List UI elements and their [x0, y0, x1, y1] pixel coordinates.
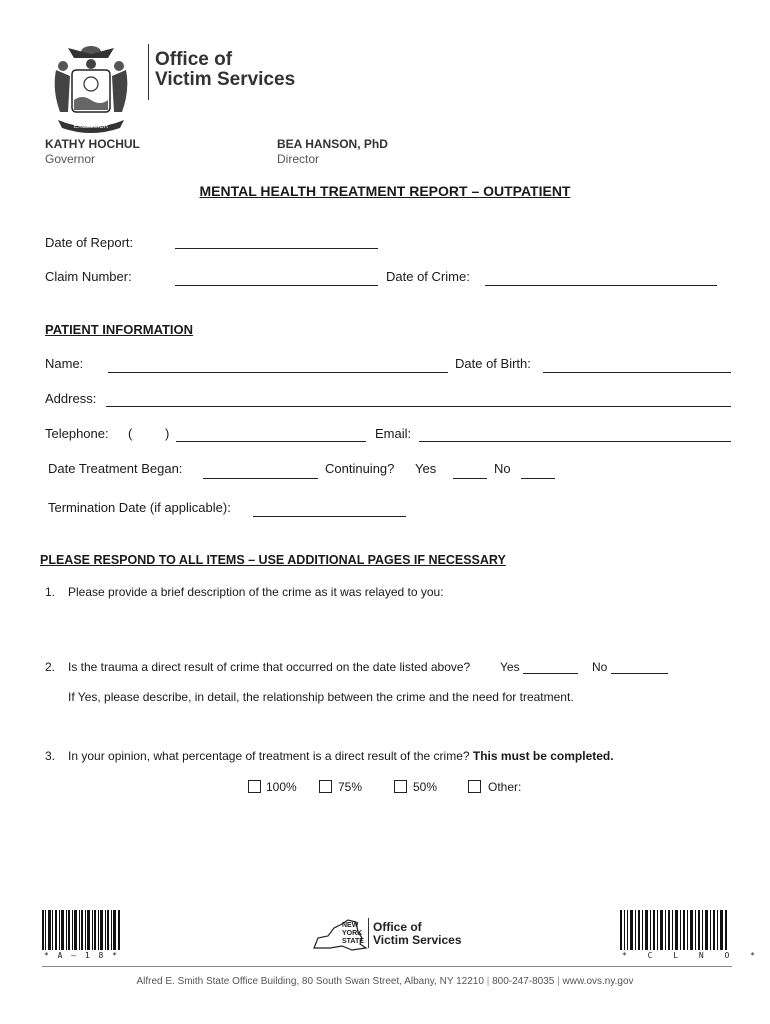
footer-logo-victim-services: Victim Services — [373, 933, 462, 947]
barcode-right-text: * C L N O * — [622, 951, 763, 960]
continuing-yes-label: Yes — [415, 461, 437, 476]
option-100-label: 100% — [266, 780, 297, 794]
patient-info-heading: PATIENT INFORMATION — [45, 322, 194, 337]
area-code-open-paren: ( — [128, 426, 133, 441]
q1-text: Please provide a brief description of the crime as it was relayed to you: — [68, 585, 444, 599]
state-label-state: STATE — [342, 938, 364, 945]
respond-heading: PLEASE RESPOND TO ALL ITEMS – USE ADDITIONAL PAGES IF NECESSARY — [40, 553, 506, 567]
address-field[interactable] — [106, 406, 731, 407]
option-other-label: Other: — [488, 780, 522, 794]
date-of-report-field[interactable] — [175, 248, 378, 249]
director-name: BEA HANSON, PhD — [277, 137, 388, 151]
continuing-no-label: No — [494, 461, 511, 476]
q3-question: In your opinion, what percentage of treatment is a direct result of the crime? — [68, 749, 470, 763]
governor-name: KATHY HOCHUL — [45, 137, 140, 151]
email-label: Email: — [375, 426, 412, 441]
termination-date-field[interactable] — [253, 516, 406, 517]
dob-field[interactable] — [543, 372, 731, 373]
footer-website[interactable]: www.ovs.ny.gov — [562, 976, 634, 987]
option-75-checkbox[interactable] — [319, 780, 332, 793]
seal-motto: EXCELSIOR — [73, 124, 109, 130]
option-other-checkbox[interactable] — [468, 780, 481, 793]
footer-phone: 800-247-8035 — [492, 976, 555, 987]
dob-label: Date of Birth: — [455, 356, 531, 371]
director-title: Director — [277, 152, 320, 166]
state-label-new: NEW — [342, 922, 359, 929]
treatment-began-field[interactable] — [203, 478, 318, 479]
state-label-york: YORK — [342, 930, 363, 937]
continuing-no-field[interactable] — [521, 478, 555, 479]
date-of-crime-label: Date of Crime: — [386, 269, 470, 284]
date-of-report-label: Date of Report: — [45, 235, 134, 250]
option-100-checkbox[interactable] — [248, 780, 261, 793]
termination-date-label: Termination Date (if applicable): — [48, 500, 231, 515]
q2-no-field[interactable] — [611, 673, 668, 674]
telephone-field[interactable] — [176, 441, 366, 442]
logo-divider — [148, 44, 149, 100]
name-field[interactable] — [108, 372, 448, 373]
name-label: Name: — [45, 356, 84, 371]
barcode-left — [42, 910, 120, 950]
claim-number-label: Claim Number: — [45, 269, 132, 284]
continuing-yes-field[interactable] — [453, 478, 487, 479]
footer-logo-office-of: Office of — [373, 920, 422, 934]
new-york-state-seal — [48, 40, 134, 136]
footer-rule — [42, 966, 732, 967]
continuing-label: Continuing? — [325, 461, 395, 476]
footer-logo-divider — [368, 918, 369, 948]
email-field[interactable] — [419, 441, 731, 442]
option-50-checkbox[interactable] — [394, 780, 407, 793]
footer-contact-line: Alfred E. Smith State Office Building, 80 South Swan Street, Albany, NY 12210 | 800-247-8035 | www.ovs.ny.gov — [136, 976, 634, 987]
logo-line-victim-services: Victim Services — [155, 69, 296, 90]
option-75-label: 75% — [338, 780, 363, 794]
q2-text: Is the trauma a direct result of crime that occurred on the date listed above? — [68, 660, 471, 674]
option-50-label: 50% — [413, 780, 438, 794]
q2-yes-field[interactable] — [523, 673, 578, 674]
form-title: MENTAL HEALTH TREATMENT REPORT – OUTPATIENT — [199, 183, 571, 199]
area-code-close-paren: ) — [165, 426, 170, 441]
logo-line-office-of: Office of — [155, 49, 233, 70]
q3-required-note: This must be completed. — [472, 749, 614, 763]
barcode-right — [620, 910, 728, 950]
treatment-began-label: Date Treatment Began: — [48, 461, 183, 476]
governor-title: Governor — [45, 152, 96, 166]
q3-text — [68, 749, 614, 763]
date-of-crime-field[interactable] — [485, 285, 717, 286]
q2-followup-text: If Yes, please describe, in detail, the relationship between the crime and the need for treatment. — [68, 690, 574, 704]
footer-address: Alfred E. Smith State Office Building, 80 South Swan Street, Albany, NY 12210 — [136, 976, 484, 987]
barcode-left-text: * A – 1 8 * — [44, 951, 119, 960]
telephone-label: Telephone: — [45, 426, 109, 441]
q2-yes-label: Yes — [500, 660, 520, 674]
address-label: Address: — [45, 391, 97, 406]
q3-number: 3. — [45, 749, 56, 763]
claim-number-field[interactable] — [175, 285, 378, 286]
q1-number: 1. — [45, 585, 56, 599]
q2-no-label: No — [592, 660, 608, 674]
q2-number: 2. — [45, 660, 56, 674]
